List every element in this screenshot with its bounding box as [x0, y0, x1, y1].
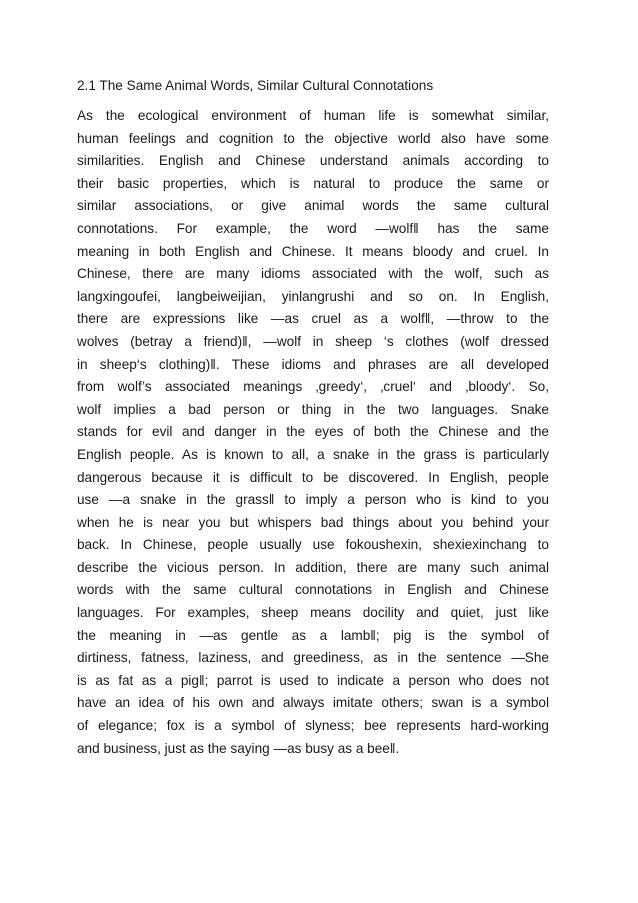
paragraph-line: wolves (betray a friend)‖, —wolf in sheep ‘s clothes (wolf dressed	[77, 333, 549, 349]
paragraph-line: words with the same cultural connotations in English and Chinese	[77, 582, 549, 598]
paragraph-line: langxingoufei, langbeiweijian, yinlangrushi and so on. In English,	[77, 288, 549, 304]
paragraph-line: English people. As is known to all, a snake in the grass is particularly	[77, 446, 549, 462]
document-page	[77, 75, 555, 760]
section-heading: 2.1 The Same Animal Words, Similar Cultural Connotations	[77, 78, 434, 93]
paragraph-line: meaning in both English and Chinese. It means bloody and cruel. In	[77, 243, 549, 259]
paragraph-line: human feelings and cognition to the objective world also have some	[77, 130, 549, 146]
paragraph-line: describe the vicious person. In addition, there are many such animal	[77, 559, 549, 575]
paragraph-line: their basic properties, which is natural to produce the same or	[77, 175, 549, 191]
paragraph-line: in sheep‘s clothing)‖. These idioms and phrases are all developed	[77, 356, 549, 372]
body-paragraph	[77, 105, 555, 760]
paragraph-line: there are expressions like —as cruel as a wolf‖, —throw to the	[77, 311, 549, 327]
paragraph-line: Chinese, there are many idioms associated with the wolf, such as	[77, 266, 549, 282]
paragraph-line: stands for evil and danger in the eyes of both the Chinese and the	[77, 424, 549, 440]
paragraph-line: similar associations, or give animal words the same cultural	[77, 198, 549, 214]
paragraph-line: use —a snake in the grass‖ to imply a person who is kind to you	[77, 492, 549, 508]
paragraph-line: is as fat as a pig‖; parrot is used to indicate a person who does not	[77, 672, 549, 688]
paragraph-line: languages. For examples, sheep means docility and quiet, just like	[77, 605, 549, 621]
paragraph-line: and business, just as the saying —as busy as a bee‖.	[77, 740, 400, 756]
paragraph-line: the meaning in —as gentle as a lamb‖; pig is the symbol of	[77, 627, 549, 643]
paragraph-line: have an idea of his own and always imitate others; swan is a symbol	[77, 695, 549, 711]
paragraph-line: connotations. For example, the word —wolf‖ has the same	[77, 220, 549, 236]
paragraph-line: similarities. English and Chinese understand animals according to	[77, 153, 549, 169]
paragraph-line: when he is near you but whispers bad things about you behind your	[77, 514, 549, 530]
paragraph-line: of elegance; fox is a symbol of slyness; bee represents hard-working	[77, 718, 549, 734]
paragraph-line: dirtiness, fatness, laziness, and greediness, as in the sentence —She	[77, 650, 549, 666]
paragraph-line: dangerous because it is difficult to be discovered. In English, people	[77, 469, 549, 485]
paragraph-line: back. In Chinese, people usually use fokoushexin, shexiexinchang to	[77, 537, 549, 553]
paragraph-line: As the ecological environment of human life is somewhat similar,	[77, 108, 549, 123]
paragraph-line: wolf implies a bad person or thing in the two languages. Snake	[77, 401, 549, 417]
paragraph-line: from wolf’s associated meanings ‚greedy‘, ‚cruel‘ and ‚bloody‘. So,	[77, 379, 549, 395]
